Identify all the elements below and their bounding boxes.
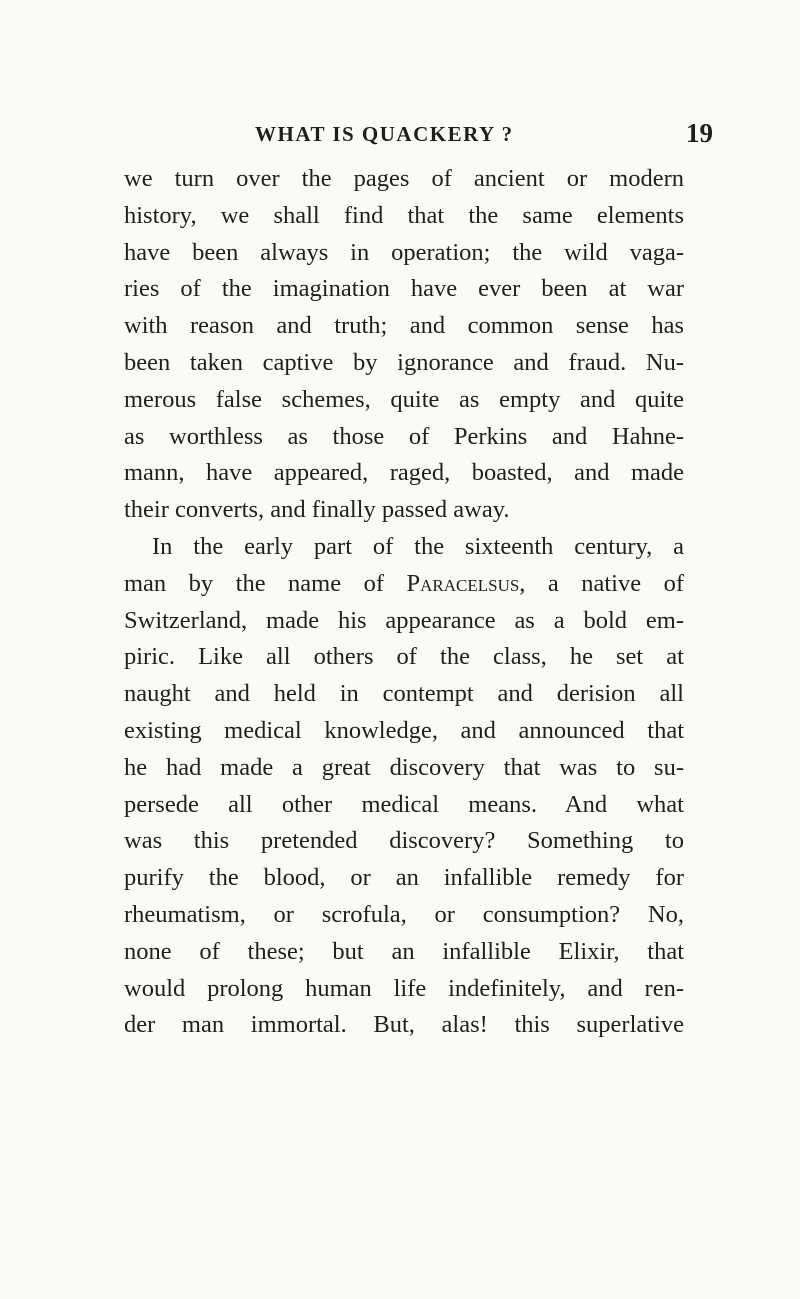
text-after-name: , a native of — [519, 569, 685, 597]
text-line: was this pretended discovery? Something to — [124, 827, 684, 855]
text-line: their converts, and finally passed away. — [124, 496, 510, 524]
text-line: history, we shall find that the same elements — [124, 201, 684, 229]
text-line: he had made a great discovery that was to su- — [124, 753, 684, 781]
text-line: purify the blood, or an infallible remedy for — [124, 864, 684, 892]
text-line: In the early part of the sixteenth century, a — [152, 532, 684, 560]
text-line: none of these; but an infallible Elixir, that — [124, 937, 684, 965]
person-name-paracelsus: Paracelsus — [406, 569, 520, 597]
text-line: rheumatism, or scrofula, or consumption? No, — [124, 900, 684, 928]
text-line: der man immortal. But, alas! this superlative — [124, 1011, 684, 1039]
body-text — [124, 161, 684, 1044]
text-line: mann, have appeared, raged, boasted, and made — [124, 459, 684, 487]
text-line: naught and held in contempt and derision all — [124, 680, 684, 708]
text-line: piric. Like all others of the class, he set at — [124, 643, 684, 671]
text-line: persede all other medical means. And what — [124, 790, 684, 818]
text-line: as worthless as those of Perkins and Hahne- — [124, 422, 684, 450]
text-line: been taken captive by ignorance and fraud. Nu- — [124, 348, 684, 376]
text-line: existing medical knowledge, and announced that — [124, 716, 684, 744]
text-before-name: man by the name of — [124, 569, 407, 597]
page-number: 19 — [686, 118, 713, 148]
running-head: WHAT IS QUACKERY ? — [255, 122, 514, 146]
text-line: we turn over the pages of ancient or modern — [124, 165, 684, 192]
text-line: with reason and truth; and common sense has — [124, 312, 684, 340]
text-line: ries of the imagination have ever been at war — [124, 275, 684, 303]
text-line-paracelsus — [124, 566, 684, 603]
text-line: have been always in operation; the wild vaga- — [124, 238, 684, 266]
text-line: Switzerland, made his appearance as a bold em- — [124, 606, 684, 634]
text-line: would prolong human life indefinitely, and ren- — [124, 974, 684, 1002]
text-line: merous false schemes, quite as empty and quite — [124, 385, 684, 413]
